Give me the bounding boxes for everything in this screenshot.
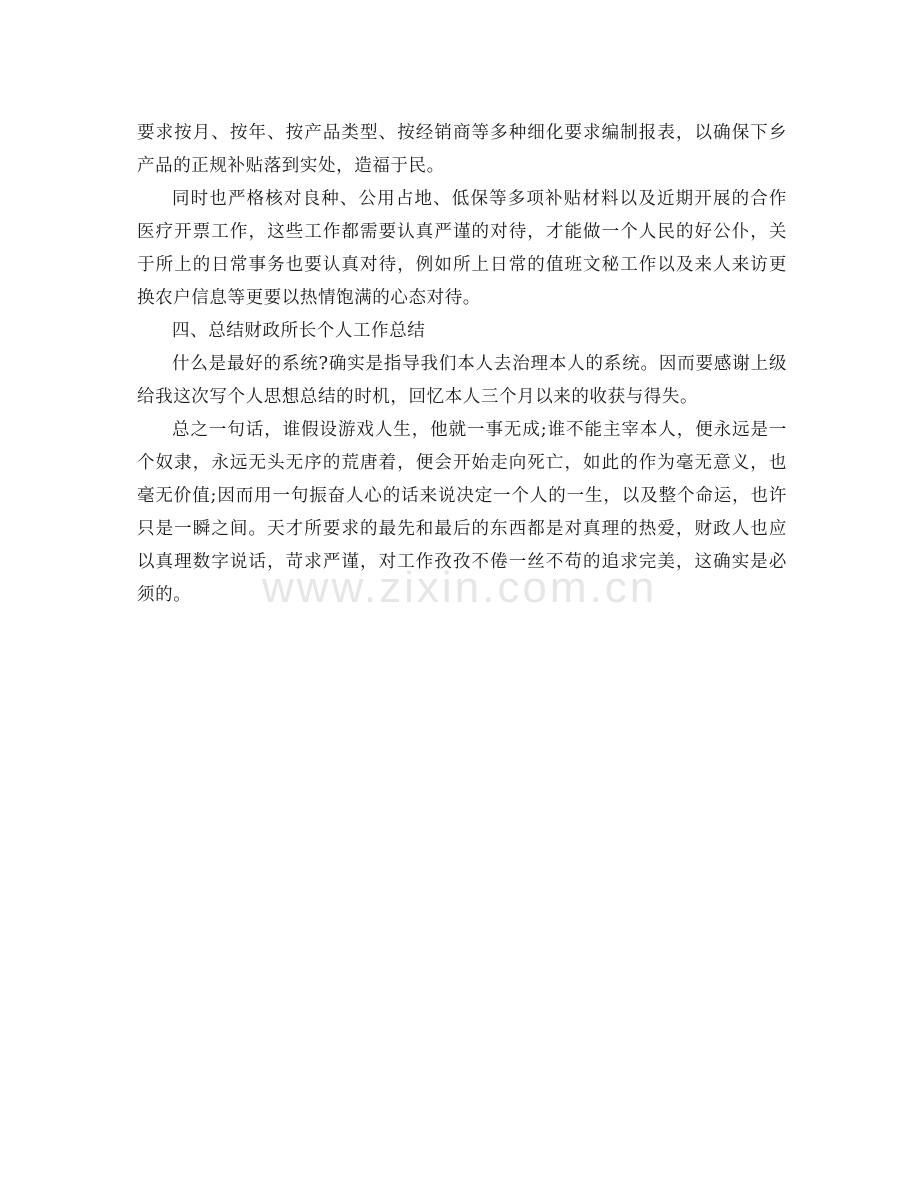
document-body — [137, 117, 787, 612]
paragraph-4: 总之一句话，谁假设游戏人生，他就一事无成;谁不能主宰本人，便永远是一个奴隶，永远无头无序的荒唐着，便会开始走向死亡，如此的作为毫无意义，也毫无价值;因而用一句振奋人心的话来说决定一个人的一生，以及整个命运，也许只是一瞬之间。天才所要求的最先和最后的东西都是对真理的热爱，财政人也应以真理数字说话，苛求严谨，对工作孜孜不倦一丝不苟的追求完美，这确实是必须的。 — [137, 420, 787, 605]
section-heading: 四、总结财政所长个人工作总结 — [172, 321, 426, 341]
paragraph-1: 要求按月、按年、按产品类型、按经销商等多种细化要求编制报表，以确保下乡产品的正规补贴落到实处，造福于民。 — [137, 123, 787, 176]
paragraph-3: 什么是最好的系统?确实是指导我们本人去治理本人的系统。因而要感谢上级给我这次写个人思想总结的时机，回忆本人三个月以来的收获与得失。 — [137, 354, 787, 407]
paragraph-2: 同时也严格核对良种、公用占地、低保等多项补贴材料以及近期开展的合作医疗开票工作，这些工作都需要认真严谨的对待，才能做一个人民的好公仆，关于所上的日常事务也要认真对待，例如所上日常的值班文秘工作以及来人来访更换农户信息等更要以热情饱满的心态对待。 — [137, 189, 787, 308]
watermark: www.zixin.com.cn — [262, 563, 658, 612]
